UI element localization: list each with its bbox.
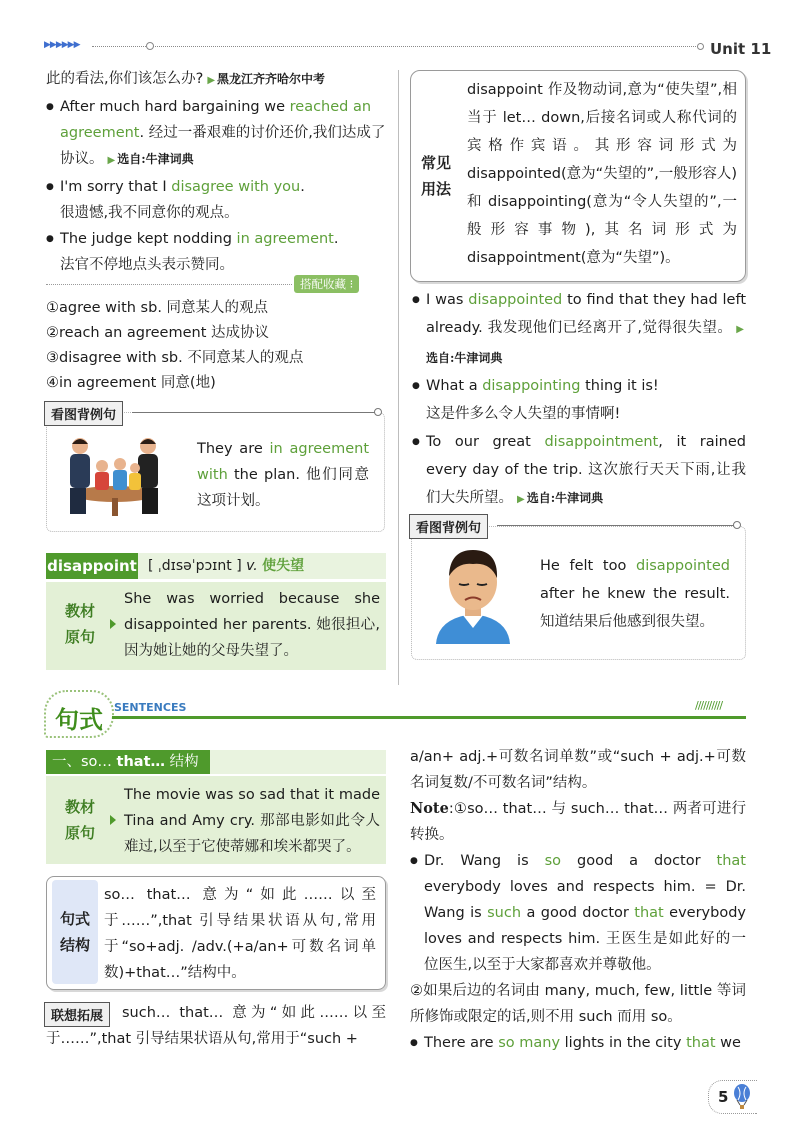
collocation-list — [46, 296, 386, 396]
example-so-many: ● There are so many lights in the city that we — [410, 1030, 746, 1056]
child-head — [130, 463, 140, 473]
header-rule — [92, 46, 698, 47]
example-so-such: ● Dr. Wang is so good a doctor that everybody loves and respects him. = Dr. Wang is such a good doctor that everybody loves and respects him. 王医生是如此好的一位医生,以至于大家都喜欢并尊敬他。 — [410, 848, 746, 978]
person-body — [70, 454, 90, 488]
source-seal: ▶ 选自:牛津词典 — [517, 491, 604, 505]
so-that-textbook-tag: 教材 原句 — [64, 798, 95, 842]
section-title: 句式 — [55, 706, 103, 734]
meeting-illustration — [60, 428, 170, 520]
column-divider — [398, 70, 399, 685]
extend-text: such… that… 意为“如此……以至于……”,that 引导结果状语从句,常用于“such + — [46, 1005, 386, 1047]
header-rule-end-right — [697, 43, 704, 50]
child-body — [113, 470, 127, 490]
picture-example-sentence-2: He felt too disappointed after he knew the result. 知道结果后他感到很失望。 — [540, 558, 730, 630]
right-bottom-block — [410, 744, 746, 1056]
picture-example-sentence-1: They are in agreement with the plan. 他们同意这项计划。 — [197, 441, 370, 509]
picture-label-dot — [374, 408, 382, 416]
collocation-item: ①agree with sb. 同意某人的观点 — [46, 300, 269, 316]
collocation-item: ②reach an agreement 达成协议 — [46, 325, 270, 341]
unit-label: Unit 11 — [710, 40, 772, 58]
child-head — [96, 460, 108, 472]
example-disappointment: ● To our great disappointment, it rained every day of the trip. 这次旅行天天下雨,让我们大失所望。 ▶ 选自:牛津词典 — [412, 428, 746, 514]
note-2: ②如果后边的名词由 many, much, few, little 等词所修饰或限定的话,则不用 such 而用 so。 — [410, 983, 746, 1025]
picture-example-label: 看图背例句 — [44, 401, 123, 426]
section-subtitle: SENTENCES — [114, 701, 187, 714]
common-usage-tag: 常见 用法 — [420, 154, 451, 198]
picture-example-label: 看图背例句 — [409, 514, 488, 539]
picture-label-dot — [733, 521, 741, 529]
textbook-sentence: She was worried because she disappointed her parents. 她很担心,因为她让她的父母失望了。 — [124, 591, 380, 659]
example-agreement-3: ● The judge kept nodding in agreement. 法官不停地点头表示赞同。 — [46, 226, 386, 278]
section-rule — [112, 716, 746, 719]
child-body — [95, 472, 109, 490]
picture-label-rule — [132, 412, 376, 413]
example-agreement-2: ● I'm sorry that I disagree with you. 很遗憾,我不同意你的观点。 — [46, 174, 386, 226]
collocation-tag: 搭配收藏 ⁝ — [294, 275, 359, 293]
example-agreement-1: ● After much hard bargaining we reached an agreement. 经过一番艰难的讨价还价,我们达成了协议。 ▶ 选自:牛津词典 — [46, 94, 386, 174]
note-1: Note:①so… that… 与 such… that… 两者可进行转换。 — [410, 800, 746, 843]
table-leg — [112, 498, 118, 516]
right-eye — [477, 584, 487, 585]
page-number: 5 — [718, 1088, 729, 1106]
example-disappointing: ● What a disappointing thing it is! 这是件多么令人失望的事情啊! — [412, 372, 746, 428]
tag-arrow — [110, 619, 116, 629]
so-that-textbook-sentence: The movie was so sad that it made Tina and Amy cry. 那部电影如此令人难过,以至于它使蒂娜和埃米都哭了。 — [124, 787, 380, 855]
extend-label: 联想拓展 — [44, 1002, 110, 1027]
structure-text: so… that… 意为“如此……以至于……”,that 引导结果状语从句,常用于“so+adj. /adv.(+a/an+可数名词单数)+that…”结构中。 — [104, 887, 376, 981]
word-head-chip: disappoint — [46, 553, 138, 579]
header-rule-end — [146, 42, 154, 50]
such-structure-continued: a/an+ adj.+可数名词单数”或“such + adj.+可数名词复数/不可数名词”结构。 — [410, 749, 746, 791]
common-usage-text: disappoint 作及物动词,意为“使失望”,相当于 let… down,后接名词或人称代词的宾格作宾语。其形容词形式为 disappointed(意为“失望的”,一般形容人)和 disappointing(意为“令人失望的”,一般形容事物),其名词形式为 disappointment(意为“失望”)。 — [467, 82, 737, 266]
person-legs — [70, 488, 86, 514]
collocation-divider — [46, 284, 292, 285]
child-head — [114, 458, 126, 470]
structure-title: 一、so… that… 结构 — [46, 750, 210, 774]
person-hair — [72, 439, 88, 444]
structure-tag: 句式 结构 — [59, 910, 90, 954]
section-slashes: ////////// — [695, 699, 723, 712]
textbook-sentence-tag: 教材 原句 — [64, 602, 95, 646]
example-disappointed: ● I was disappointed to find that they had left already. 我发现他们已经离开了,觉得很失望。 ▶选自:牛津词典 — [412, 286, 746, 372]
sad-man-illustration — [430, 540, 516, 644]
child-body — [129, 473, 141, 490]
header-arrows: ▶▶▶▶▶▶ — [44, 40, 80, 50]
continued-line: 此的看法,你们该怎么办? ▶ 黑龙江齐齐哈尔中考 — [46, 71, 326, 87]
picture-label-rule — [497, 525, 735, 526]
person-hair — [140, 439, 156, 444]
source-seal: ▶ 黑龙江齐齐哈尔中考 — [207, 72, 326, 86]
right-top-examples — [412, 286, 746, 514]
left-eye — [459, 584, 469, 585]
source-seal: ▶ 选自:牛津词典 — [107, 152, 194, 166]
collocation-item: ③disagree with sb. 不同意某人的观点 — [46, 350, 304, 366]
tag-arrow — [110, 815, 116, 825]
person-legs — [142, 488, 158, 514]
left-top-block — [46, 66, 386, 278]
word-phonetic: [ ˌdɪsəˈpɔɪnt ] v. 使失望 — [148, 558, 305, 574]
source-seal: ▶选自:牛津词典 — [426, 324, 744, 365]
hot-air-balloon-icon — [732, 1084, 752, 1110]
collocation-item: ④in agreement 同意(地) — [46, 375, 216, 391]
